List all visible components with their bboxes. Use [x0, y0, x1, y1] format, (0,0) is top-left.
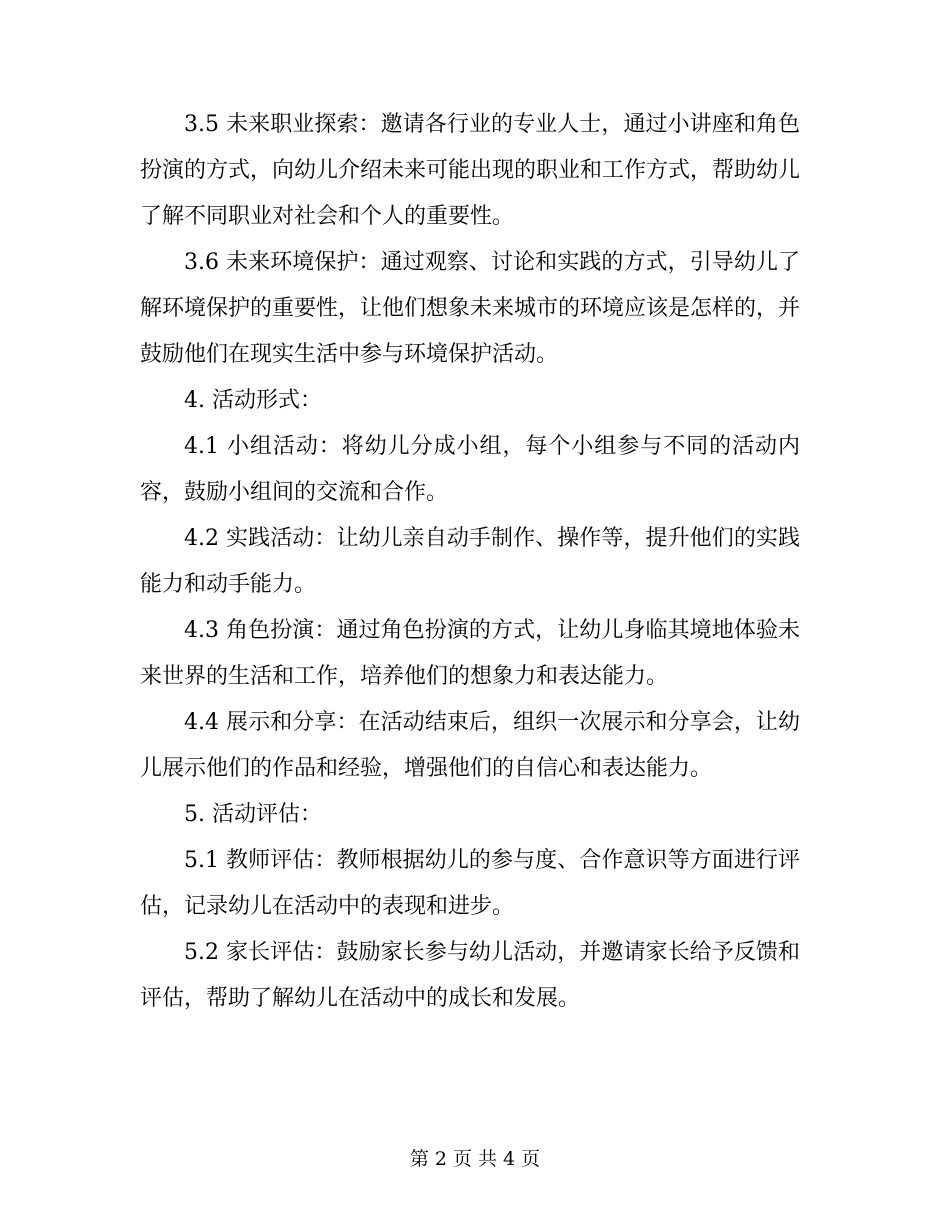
document-body	[140, 102, 800, 1022]
paragraph-4-1: 4.1 小组活动：将幼儿分成小组，每个小组参与不同的活动内容，鼓励小组间的交流和合作。	[140, 434, 800, 505]
paragraph-3-6: 3.6 未来环境保护：通过观察、讨论和实践的方式，引导幼儿了解环境保护的重要性，让他们想象未来城市的环境应该是怎样的，并鼓励他们在现实生活中参与环境保护活动。	[140, 250, 801, 367]
paragraph-5-2: 5.2 家长评估：鼓励家长参与幼儿活动，并邀请家长给予反馈和评估，帮助了解幼儿在活动中的成长和发展。	[140, 940, 800, 1011]
paragraph-4-2: 4.2 实践活动：让幼儿亲自动手制作、操作等，提升他们的实践能力和动手能力。	[140, 526, 800, 597]
paragraph-3-5: 3.5 未来职业探索：邀请各行业的专业人士，通过小讲座和角色扮演的方式，向幼儿介绍未来可能出现的职业和工作方式，帮助幼儿了解不同职业对社会和个人的重要性。	[140, 112, 801, 229]
paragraph-4-4: 4.4 展示和分享：在活动结束后，组织一次展示和分享会，让幼儿展示他们的作品和经验，增强他们的自信心和表达能力。	[140, 710, 800, 781]
section-heading-5: 5. 活动评估：	[184, 802, 322, 827]
paragraph-4-3: 4.3 角色扮演：通过角色扮演的方式，让幼儿身临其境地体验未来世界的生活和工作，培养他们的想象力和表达能力。	[140, 618, 800, 689]
paragraph-5-1: 5.1 教师评估：教师根据幼儿的参与度、合作意识等方面进行评估，记录幼儿在活动中的表现和进步。	[140, 848, 800, 919]
section-heading-4: 4. 活动形式：	[184, 388, 322, 413]
page-number-footer: 第 2 页 共 4 页	[409, 1148, 541, 1170]
